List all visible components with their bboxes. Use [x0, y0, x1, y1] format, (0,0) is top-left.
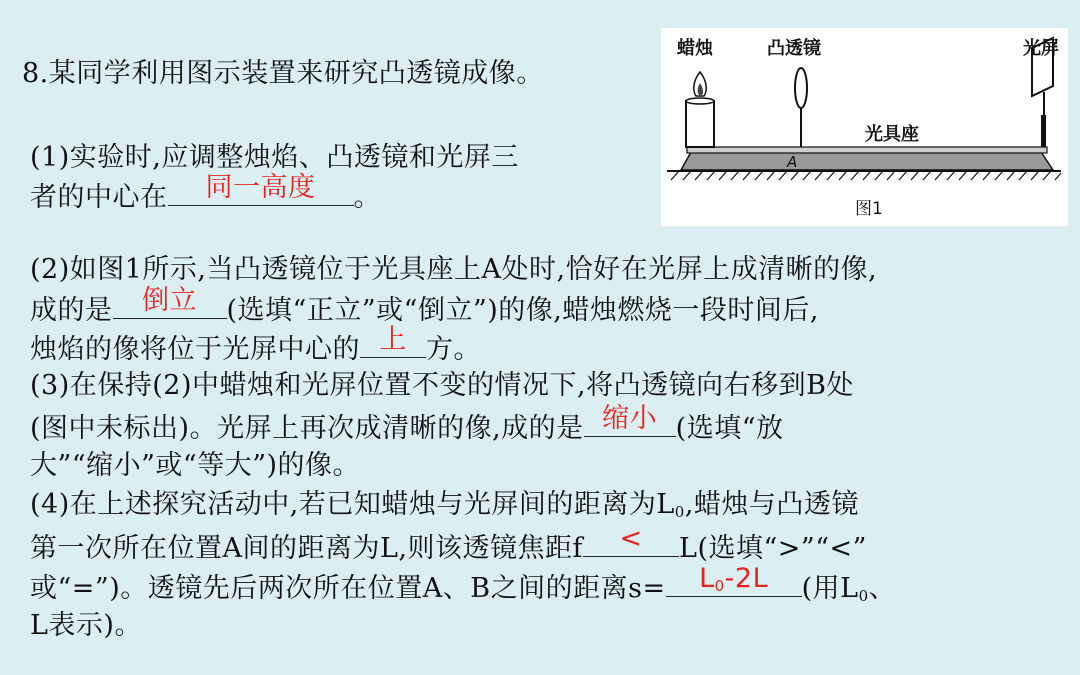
part3-text-post: (选填“放 — [675, 413, 784, 444]
answer-text-6 — [666, 564, 802, 594]
answer-blank-4 — [584, 403, 676, 437]
label-screen: 光屏 — [1023, 38, 1059, 59]
ground-hatch — [671, 171, 1061, 180]
part2-line3-post: 方。 — [426, 334, 481, 365]
part1-line1: (1)实验时,应调整烛焰、凸透镜和光屏三 — [30, 142, 519, 173]
bench-rail — [687, 147, 1047, 153]
part3-line1: (3)在保持(2)中蜡烛和光屏位置不变的情况下,将凸透镜向右移到B处 — [30, 370, 854, 401]
part2-line3 — [30, 324, 481, 368]
part4-line2 — [30, 523, 867, 567]
subscript-zero-2: 0 — [858, 587, 869, 605]
part3-text-pre: (图中未标出)。光屏上再次成清晰的像,成的是 — [30, 413, 584, 444]
part2-text-pre: 成的是 — [30, 295, 113, 326]
answer-text-1: 同一高度 — [205, 172, 316, 203]
answer-6-tail: -2L — [724, 563, 769, 594]
answer-blank-5 — [583, 523, 679, 557]
part1-text-pre: 者的中心在 — [30, 182, 168, 213]
optical-bench-figure — [661, 28, 1068, 226]
part1-line2 — [30, 172, 381, 216]
part1-text-post: 。 — [353, 182, 381, 213]
part4-line3-pre: 或“=”)。透镜先后两次所在位置A、B之间的距离s= — [30, 573, 666, 604]
part2-line1: (2)如图1所示,当凸透镜位于光具座上A处时,恰好在光屏上成清晰的像, — [30, 254, 878, 285]
part4-text-pre: (4)在上述探究活动中,若已知蜡烛与光屏间的距离为L — [30, 489, 675, 520]
answer-text-5: < — [619, 523, 643, 554]
part4-line3-post-b: 、 — [868, 573, 897, 604]
part2-line3-pre: 烛焰的像将位于光屏中心的 — [30, 334, 360, 365]
answer-6-main: L — [699, 563, 715, 594]
answer-6-sub: 0 — [714, 577, 725, 595]
subscript-zero: 0 — [674, 503, 685, 521]
figure-caption: 图1 — [855, 199, 883, 219]
part2-line2 — [30, 285, 819, 329]
answer-blank-2 — [113, 285, 227, 319]
label-lens: 凸透镜 — [767, 38, 821, 59]
convex-lens — [795, 68, 807, 108]
answer-text-4: 缩小 — [602, 403, 658, 434]
screen-stand — [1041, 115, 1046, 147]
answer-text-3: 上 — [379, 324, 407, 355]
part4-line2-post: L(选填“>”“<” — [679, 533, 867, 564]
label-bench: 光具座 — [865, 124, 919, 145]
part4-line3-post-a: (用L — [801, 573, 859, 604]
answer-blank-6 — [666, 563, 802, 597]
answer-blank-3 — [360, 324, 426, 358]
answer-text-2: 倒立 — [142, 285, 197, 316]
part4-line1 — [30, 487, 859, 523]
answer-blank-1 — [168, 172, 354, 206]
part3-line2 — [30, 403, 784, 447]
part2-text-post: (选填“正立”或“倒立”)的像,蜡烛燃烧一段时间后, — [226, 295, 819, 326]
part4-line3 — [30, 563, 897, 607]
part3-line3: 大”“缩小”或“等大”)的像。 — [30, 450, 361, 481]
label-a: A — [787, 153, 798, 171]
part4-text-post: ,蜡烛与凸透镜 — [684, 489, 859, 520]
part4-line4: L表示)。 — [30, 610, 142, 641]
label-candle: 蜡烛 — [677, 38, 713, 59]
question-title: 8.某同学利用图示装置来研究凸透镜成像。 — [22, 58, 544, 89]
bench-base — [681, 152, 1053, 170]
part4-line2-pre: 第一次所在位置A间的距离为L,则该透镜焦距f — [30, 533, 584, 564]
candle-body — [686, 101, 714, 147]
